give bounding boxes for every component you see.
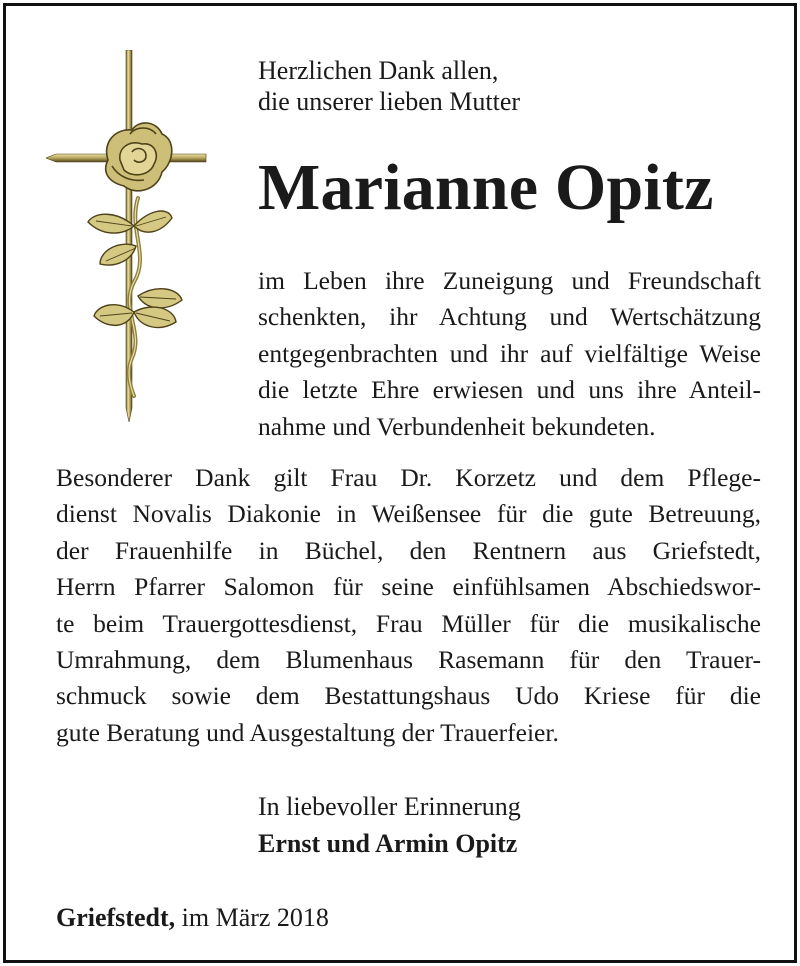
acknowledgement-paragraph	[258, 263, 761, 445]
text-line: te beim Trauergottesdienst, Frau Müller für die musikalische	[56, 608, 761, 638]
signers: Ernst und Armin Opitz	[258, 829, 518, 858]
text-line: nahme und Verbundenheit bekundeten.	[258, 411, 656, 441]
intro-text	[258, 55, 520, 117]
place-date	[56, 899, 329, 936]
text-line: entgegenbrachten und ihr auf vielfältige Weise	[258, 338, 761, 368]
text-line: schenkten, ihr Achtung und Wertschätzung	[258, 302, 761, 332]
intro-line: Herzlichen Dank allen,	[258, 56, 499, 85]
obituary-notice	[3, 3, 797, 963]
text-line: gute Beratung und Ausgestaltung der Trauerfeier.	[56, 717, 559, 747]
special-thanks-paragraph	[56, 460, 761, 751]
text-line: schmuck sowie dem Bestattungshaus Udo Kriese für die	[56, 681, 761, 711]
text-line: der Frauenhilfe in Büchel, den Rentnern aus Griefstedt,	[56, 535, 761, 565]
text-line: Herrn Pfarrer Salomon für seine einfühlsamen Abschiedswor-	[56, 572, 761, 602]
cross-with-rose-icon	[46, 50, 208, 422]
text-line: die letzte Ehre erwiesen und uns ihre Anteil-	[258, 375, 761, 405]
text-line: Umrahmung, dem Blumenhaus Rasemann für den Trauer-	[56, 645, 761, 675]
intro-line: die unserer lieben Mutter	[258, 87, 521, 116]
date-text: im März 2018	[181, 903, 329, 932]
deceased-name: Marianne Opitz	[258, 151, 714, 224]
closing-phrase: In liebevoller Erinnerung	[258, 792, 521, 821]
text-line: im Leben ihre Zuneigung und Freundschaft	[258, 266, 761, 295]
text-line: dienst Novalis Diakonie in Weißensee für die gute Betreuung,	[56, 499, 761, 529]
text-line: Besonderer Dank gilt Frau Dr. Korzetz und dem Pflege-	[56, 463, 761, 492]
place-name: Griefstedt,	[56, 903, 176, 932]
closing-block	[258, 788, 521, 862]
